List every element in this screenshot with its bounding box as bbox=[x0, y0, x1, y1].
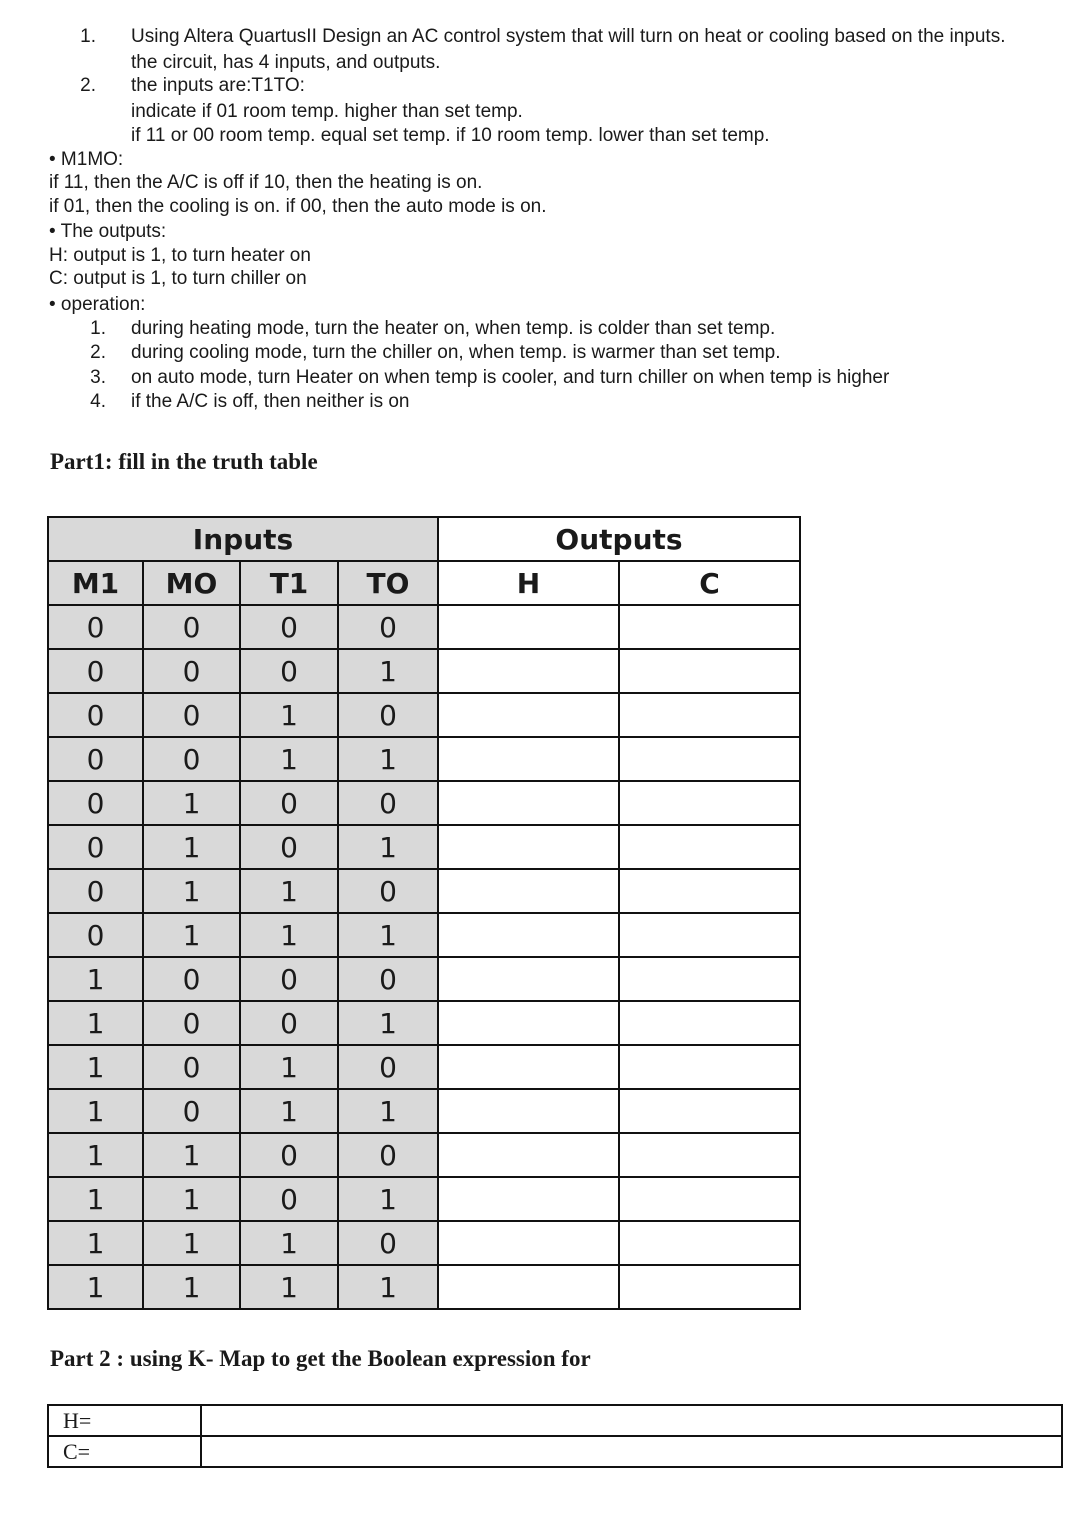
table-row bbox=[48, 1089, 800, 1133]
output-cell-c[interactable] bbox=[619, 1089, 800, 1133]
table-row bbox=[48, 693, 800, 737]
input-cell: 1 bbox=[143, 1221, 240, 1265]
input-cell: 0 bbox=[338, 693, 438, 737]
table-row bbox=[48, 825, 800, 869]
input-cell: 1 bbox=[338, 913, 438, 957]
input-cell: 0 bbox=[48, 913, 143, 957]
truth-table bbox=[47, 516, 801, 1310]
input-cell: 0 bbox=[143, 1089, 240, 1133]
input-cell: 0 bbox=[240, 957, 338, 1001]
column-header-t0: TO bbox=[338, 561, 438, 605]
input-cell: 0 bbox=[48, 649, 143, 693]
outputs-line1: H: output is 1, to turn heater on bbox=[49, 245, 311, 266]
input-cell: 1 bbox=[240, 913, 338, 957]
table-row bbox=[48, 1001, 800, 1045]
outputs-line2: C: output is 1, to turn chiller on bbox=[49, 268, 307, 289]
input-cell: 1 bbox=[48, 1089, 143, 1133]
input-cell: 1 bbox=[338, 649, 438, 693]
output-cell-c[interactable] bbox=[619, 957, 800, 1001]
outputs-title: • The outputs: bbox=[49, 221, 167, 242]
output-cell-h[interactable] bbox=[438, 605, 619, 649]
output-cell-h[interactable] bbox=[438, 1089, 619, 1133]
input-cell: 0 bbox=[240, 825, 338, 869]
output-cell-h[interactable] bbox=[438, 1133, 619, 1177]
input-cell: 0 bbox=[338, 957, 438, 1001]
input-cell: 1 bbox=[48, 1133, 143, 1177]
input-cell: 0 bbox=[48, 825, 143, 869]
table-row bbox=[48, 869, 800, 913]
operation-item-text: on auto mode, turn Heater on when temp is cooler, and turn chiller on when temp is higher bbox=[131, 367, 890, 388]
input-cell: 0 bbox=[240, 1133, 338, 1177]
item2-line2: indicate if 01 room temp. higher than set temp. bbox=[131, 101, 523, 122]
input-cell: 1 bbox=[240, 693, 338, 737]
output-cell-c[interactable] bbox=[619, 1001, 800, 1045]
input-cell: 0 bbox=[143, 957, 240, 1001]
output-cell-c[interactable] bbox=[619, 737, 800, 781]
input-cell: 0 bbox=[143, 693, 240, 737]
table-row bbox=[48, 649, 800, 693]
input-cell: 1 bbox=[48, 1265, 143, 1309]
input-cell: 0 bbox=[338, 1221, 438, 1265]
operation-item-text: if the A/C is off, then neither is on bbox=[131, 391, 410, 412]
input-cell: 0 bbox=[48, 605, 143, 649]
input-cell: 0 bbox=[240, 1001, 338, 1045]
input-cell: 1 bbox=[143, 869, 240, 913]
output-cell-c[interactable] bbox=[619, 693, 800, 737]
operation-item-number: 4. bbox=[90, 391, 106, 412]
column-header-m0: MO bbox=[143, 561, 240, 605]
input-cell: 1 bbox=[48, 1177, 143, 1221]
table-row bbox=[48, 781, 800, 825]
input-cell: 1 bbox=[143, 825, 240, 869]
h-label: H= bbox=[48, 1405, 201, 1436]
item1-line1: Using Altera QuartusII Design an AC control system that will turn on heat or cooling based on the inputs. bbox=[131, 26, 1006, 47]
input-cell: 1 bbox=[338, 1089, 438, 1133]
output-cell-h[interactable] bbox=[438, 1221, 619, 1265]
input-cell: 1 bbox=[143, 781, 240, 825]
operation-item-number: 1. bbox=[90, 318, 106, 339]
column-header-h: H bbox=[438, 561, 619, 605]
input-cell: 1 bbox=[338, 1265, 438, 1309]
input-cell: 1 bbox=[240, 1089, 338, 1133]
operation-item-text: during heating mode, turn the heater on, when temp. is colder than set temp. bbox=[131, 318, 776, 339]
mode-title: • M1MO: bbox=[49, 149, 124, 170]
output-cell-c[interactable] bbox=[619, 1177, 800, 1221]
input-cell: 0 bbox=[338, 605, 438, 649]
output-cell-c[interactable] bbox=[619, 869, 800, 913]
operation-item-number: 3. bbox=[90, 367, 106, 388]
table-row bbox=[48, 957, 800, 1001]
output-cell-h[interactable] bbox=[438, 869, 619, 913]
input-cell: 1 bbox=[48, 1001, 143, 1045]
output-cell-h[interactable] bbox=[438, 1045, 619, 1089]
input-cell: 0 bbox=[143, 649, 240, 693]
input-cell: 0 bbox=[48, 693, 143, 737]
input-cell: 1 bbox=[240, 1265, 338, 1309]
mode-line1: if 11, then the A/C is off if 10, then the heating is on. bbox=[49, 172, 483, 193]
input-cell: 1 bbox=[48, 957, 143, 1001]
output-cell-c[interactable] bbox=[619, 825, 800, 869]
c-expression-row bbox=[48, 1436, 1062, 1467]
output-cell-c[interactable] bbox=[619, 605, 800, 649]
output-cell-c[interactable] bbox=[619, 781, 800, 825]
part2-heading: Part 2 : using K- Map to get the Boolean expression for bbox=[50, 1346, 591, 1371]
input-cell: 0 bbox=[143, 605, 240, 649]
input-cell: 0 bbox=[48, 869, 143, 913]
output-cell-h[interactable] bbox=[438, 693, 619, 737]
output-cell-h[interactable] bbox=[438, 1001, 619, 1045]
expression-table bbox=[47, 1404, 1063, 1468]
mode-line2: if 01, then the cooling is on. if 00, then the auto mode is on. bbox=[49, 196, 547, 217]
input-cell: 0 bbox=[240, 605, 338, 649]
h-expression-field[interactable] bbox=[201, 1405, 1062, 1436]
table-row bbox=[48, 1133, 800, 1177]
h-expression-row bbox=[48, 1405, 1062, 1436]
input-cell: 0 bbox=[143, 737, 240, 781]
column-header-m1: M1 bbox=[48, 561, 143, 605]
table-row bbox=[48, 1221, 800, 1265]
output-cell-h[interactable] bbox=[438, 737, 619, 781]
table-row bbox=[48, 1265, 800, 1309]
input-cell: 1 bbox=[143, 1177, 240, 1221]
input-cell: 1 bbox=[143, 1133, 240, 1177]
input-cell: 0 bbox=[338, 781, 438, 825]
item1-number: 1. bbox=[80, 26, 96, 47]
output-cell-c[interactable] bbox=[619, 913, 800, 957]
input-cell: 1 bbox=[48, 1045, 143, 1089]
input-cell: 1 bbox=[338, 1001, 438, 1045]
input-cell: 1 bbox=[338, 1177, 438, 1221]
output-cell-h[interactable] bbox=[438, 825, 619, 869]
input-cell: 0 bbox=[338, 1133, 438, 1177]
item2-number: 2. bbox=[80, 75, 96, 96]
operation-item-number: 2. bbox=[90, 342, 106, 363]
input-cell: 1 bbox=[240, 1045, 338, 1089]
input-cell: 1 bbox=[338, 825, 438, 869]
input-cell: 1 bbox=[143, 913, 240, 957]
input-cell: 0 bbox=[338, 869, 438, 913]
input-cell: 0 bbox=[240, 1177, 338, 1221]
item1-line2: the circuit, has 4 inputs, and outputs. bbox=[131, 52, 441, 73]
output-cell-h[interactable] bbox=[438, 913, 619, 957]
output-cell-c[interactable] bbox=[619, 1045, 800, 1089]
output-cell-h[interactable] bbox=[438, 1265, 619, 1309]
column-header-c: C bbox=[619, 561, 800, 605]
input-cell: 0 bbox=[143, 1001, 240, 1045]
item2-line3: if 11 or 00 room temp. equal set temp. if 10 room temp. lower than set temp. bbox=[131, 125, 770, 146]
operation-title: • operation: bbox=[49, 294, 146, 315]
outputs-header: Outputs bbox=[438, 517, 800, 561]
output-cell-h[interactable] bbox=[438, 649, 619, 693]
column-header-t1: T1 bbox=[240, 561, 338, 605]
output-cell-c[interactable] bbox=[619, 1221, 800, 1265]
item2-line1: the inputs are:T1TO: bbox=[131, 75, 305, 96]
input-cell: 0 bbox=[240, 781, 338, 825]
input-cell: 1 bbox=[48, 1221, 143, 1265]
output-cell-h[interactable] bbox=[438, 957, 619, 1001]
output-cell-h[interactable] bbox=[438, 781, 619, 825]
c-expression-field[interactable] bbox=[201, 1436, 1062, 1467]
input-cell: 0 bbox=[48, 781, 143, 825]
inputs-header: Inputs bbox=[48, 517, 438, 561]
table-row bbox=[48, 737, 800, 781]
output-cell-h[interactable] bbox=[438, 1177, 619, 1221]
c-label: C= bbox=[48, 1436, 201, 1467]
operation-item-text: during cooling mode, turn the chiller on, when temp. is warmer than set temp. bbox=[131, 342, 781, 363]
input-cell: 1 bbox=[143, 1265, 240, 1309]
input-cell: 1 bbox=[338, 737, 438, 781]
input-cell: 1 bbox=[240, 869, 338, 913]
input-cell: 0 bbox=[240, 649, 338, 693]
table-row bbox=[48, 913, 800, 957]
output-cell-c[interactable] bbox=[619, 649, 800, 693]
output-cell-c[interactable] bbox=[619, 1133, 800, 1177]
table-row bbox=[48, 1045, 800, 1089]
input-cell: 0 bbox=[48, 737, 143, 781]
input-cell: 0 bbox=[143, 1045, 240, 1089]
table-row bbox=[48, 605, 800, 649]
input-cell: 0 bbox=[338, 1045, 438, 1089]
output-cell-c[interactable] bbox=[619, 1265, 800, 1309]
input-cell: 1 bbox=[240, 1221, 338, 1265]
table-row bbox=[48, 1177, 800, 1221]
part1-heading: Part1: fill in the truth table bbox=[50, 449, 318, 474]
input-cell: 1 bbox=[240, 737, 338, 781]
